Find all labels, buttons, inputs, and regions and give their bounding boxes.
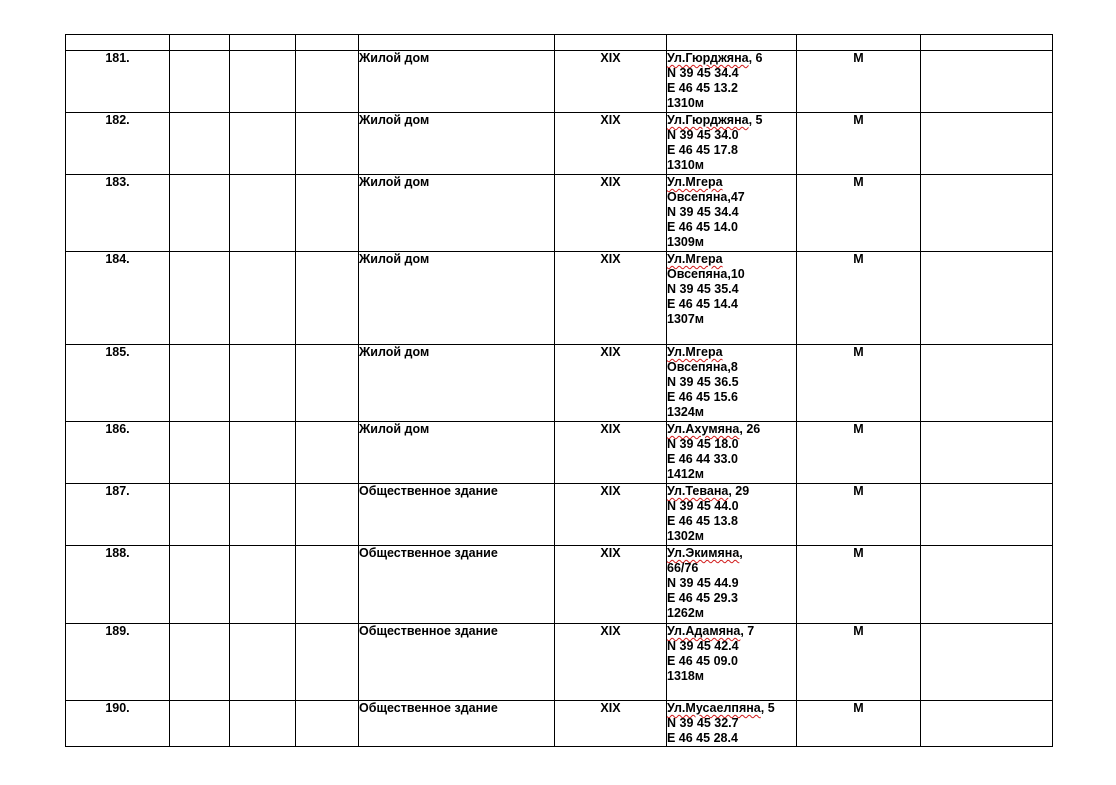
street-name: Ул.Ахумяна [667, 422, 740, 436]
location-line: E 46 45 28.4 [667, 731, 738, 745]
empty-cell [921, 422, 1053, 484]
header-cell [359, 35, 555, 51]
location-line: E 46 45 17.8 [667, 143, 738, 157]
empty-cell [296, 624, 359, 701]
location-line: 1310м [667, 158, 705, 172]
location-line: 66/76 [667, 561, 699, 575]
header-cell [921, 35, 1053, 51]
location-line: 1302м [667, 529, 705, 543]
empty-cell [296, 113, 359, 175]
period-cell: XIX [555, 113, 667, 175]
type-cell: М [797, 252, 921, 345]
empty-cell [921, 345, 1053, 422]
empty-cell [170, 701, 230, 747]
monument-name-cell: Жилой дом [359, 422, 555, 484]
empty-cell [230, 113, 296, 175]
location-line: E 46 44 33.0 [667, 452, 738, 466]
empty-cell [296, 484, 359, 546]
type-cell: М [797, 546, 921, 624]
header-cell [296, 35, 359, 51]
location-cell [667, 113, 797, 175]
monument-name-cell: Общественное здание [359, 624, 555, 701]
period-cell: XIX [555, 701, 667, 747]
location-line: N 39 45 18.0 [667, 437, 739, 451]
location-line: N 39 45 34.0 [667, 128, 739, 142]
empty-cell [230, 175, 296, 252]
monument-name-cell: Общественное здание [359, 546, 555, 624]
street-name: Ул.Тевана [667, 484, 729, 498]
street-number: , 29 [728, 484, 750, 498]
street-name: Ул.Мусаелпяна [667, 701, 761, 715]
empty-cell [230, 546, 296, 624]
empty-cell [170, 624, 230, 701]
location-cell [667, 252, 797, 345]
address-line [667, 252, 796, 267]
empty-cell [921, 701, 1053, 747]
registry-body [66, 35, 1053, 747]
table-row [66, 345, 1053, 422]
empty-cell [296, 252, 359, 345]
row-number-cell: 187. [66, 484, 170, 546]
row-number-cell: 182. [66, 113, 170, 175]
address-line [667, 51, 796, 66]
empty-cell [230, 51, 296, 113]
monuments-registry-table [65, 34, 1053, 747]
table-row [66, 484, 1053, 546]
location-line: Овсепяна,47 [667, 190, 745, 204]
row-number-cell: 190. [66, 701, 170, 747]
empty-cell [921, 624, 1053, 701]
empty-cell [170, 51, 230, 113]
street-number: , 26 [739, 422, 761, 436]
row-number-cell: 186. [66, 422, 170, 484]
type-cell: М [797, 484, 921, 546]
period-cell: XIX [555, 51, 667, 113]
row-number-cell: 183. [66, 175, 170, 252]
monument-name-cell: Жилой дом [359, 113, 555, 175]
table-row [66, 546, 1053, 624]
location-line: 1318м [667, 669, 705, 683]
location-line: N 39 45 35.4 [667, 282, 739, 296]
empty-cell [230, 701, 296, 747]
row-number-cell: 189. [66, 624, 170, 701]
street-name: Ул.Адамяна [667, 624, 741, 638]
street-number: , 5 [760, 701, 775, 715]
street-number: , 5 [748, 113, 763, 127]
header-cell [797, 35, 921, 51]
location-line: E 46 45 29.3 [667, 591, 738, 605]
header-cell [555, 35, 667, 51]
location-line: 1324м [667, 405, 705, 419]
type-cell: М [797, 345, 921, 422]
header-cell [667, 35, 797, 51]
table-row [66, 701, 1053, 747]
empty-cell [921, 484, 1053, 546]
location-line: Овсепяна,8 [667, 360, 738, 374]
location-line: 1307м [667, 312, 705, 326]
empty-cell [921, 175, 1053, 252]
empty-cell [170, 175, 230, 252]
location-cell [667, 624, 797, 701]
period-cell: XIX [555, 422, 667, 484]
location-line: N 39 45 36.5 [667, 375, 739, 389]
header-row [66, 35, 1053, 51]
location-line: N 39 45 34.4 [667, 66, 739, 80]
empty-cell [170, 113, 230, 175]
street-name: Ул.Экимяна [667, 546, 740, 560]
empty-cell [296, 51, 359, 113]
empty-cell [230, 345, 296, 422]
location-line: E 46 45 14.4 [667, 297, 738, 311]
address-line [667, 546, 796, 561]
empty-cell [170, 345, 230, 422]
row-number-cell: 184. [66, 252, 170, 345]
table-row [66, 51, 1053, 113]
address-line [667, 484, 796, 499]
location-line: N 39 45 42.4 [667, 639, 739, 653]
monument-name-cell: Жилой дом [359, 252, 555, 345]
empty-cell [296, 701, 359, 747]
table-row [66, 422, 1053, 484]
empty-cell [296, 175, 359, 252]
row-number-cell: 181. [66, 51, 170, 113]
empty-cell [921, 51, 1053, 113]
address-line [667, 175, 796, 190]
empty-cell [921, 252, 1053, 345]
empty-cell [296, 546, 359, 624]
street-name: Ул.Мгера [667, 175, 723, 189]
period-cell: XIX [555, 624, 667, 701]
period-cell: XIX [555, 484, 667, 546]
period-cell: XIX [555, 345, 667, 422]
location-line: 1262м [667, 606, 705, 620]
address-line [667, 624, 796, 639]
period-cell: XIX [555, 546, 667, 624]
street-name: Ул.Мгера [667, 252, 723, 266]
table-row [66, 624, 1053, 701]
type-cell: М [797, 624, 921, 701]
address-line [667, 345, 796, 360]
location-line: 1412м [667, 467, 705, 481]
empty-cell [170, 484, 230, 546]
location-cell [667, 51, 797, 113]
location-line: E 46 45 13.8 [667, 514, 738, 528]
location-line: 1310м [667, 96, 705, 110]
location-line: N 39 45 32.7 [667, 716, 739, 730]
street-name: Ул.Гюрджяна [667, 113, 749, 127]
location-cell [667, 345, 797, 422]
location-cell [667, 175, 797, 252]
empty-cell [296, 345, 359, 422]
header-cell [66, 35, 170, 51]
location-line: E 46 45 09.0 [667, 654, 738, 668]
monument-name-cell: Жилой дом [359, 175, 555, 252]
type-cell: М [797, 113, 921, 175]
location-line: Овсепяна,10 [667, 267, 745, 281]
location-cell [667, 701, 797, 747]
address-line [667, 701, 796, 716]
location-line: E 46 45 15.6 [667, 390, 738, 404]
location-line: N 39 45 44.0 [667, 499, 739, 513]
empty-cell [230, 484, 296, 546]
type-cell: М [797, 701, 921, 747]
empty-cell [230, 422, 296, 484]
address-line [667, 422, 796, 437]
location-cell [667, 546, 797, 624]
empty-cell [230, 252, 296, 345]
header-cell [230, 35, 296, 51]
location-line: 1309м [667, 235, 705, 249]
empty-cell [921, 113, 1053, 175]
monument-name-cell: Жилой дом [359, 51, 555, 113]
empty-cell [296, 422, 359, 484]
period-cell: XIX [555, 175, 667, 252]
type-cell: М [797, 175, 921, 252]
monument-name-cell: Общественное здание [359, 484, 555, 546]
type-cell: М [797, 422, 921, 484]
empty-cell [921, 546, 1053, 624]
table-row [66, 175, 1053, 252]
table-row [66, 113, 1053, 175]
street-name: Ул.Гюрджяна [667, 51, 749, 65]
location-cell [667, 422, 797, 484]
street-name: Ул.Мгера [667, 345, 723, 359]
empty-cell [230, 624, 296, 701]
row-number-cell: 188. [66, 546, 170, 624]
street-number: , 6 [748, 51, 763, 65]
location-line: N 39 45 34.4 [667, 205, 739, 219]
row-number-cell: 185. [66, 345, 170, 422]
header-cell [170, 35, 230, 51]
empty-cell [170, 252, 230, 345]
monument-name-cell: Общественное здание [359, 701, 555, 747]
street-number: , [739, 546, 743, 560]
monument-name-cell: Жилой дом [359, 345, 555, 422]
empty-cell [170, 422, 230, 484]
street-number: , 7 [740, 624, 755, 638]
location-line: E 46 45 14.0 [667, 220, 738, 234]
empty-cell [170, 546, 230, 624]
location-line: N 39 45 44.9 [667, 576, 739, 590]
location-cell [667, 484, 797, 546]
location-line: E 46 45 13.2 [667, 81, 738, 95]
address-line [667, 113, 796, 128]
period-cell: XIX [555, 252, 667, 345]
table-row [66, 252, 1053, 345]
type-cell: М [797, 51, 921, 113]
